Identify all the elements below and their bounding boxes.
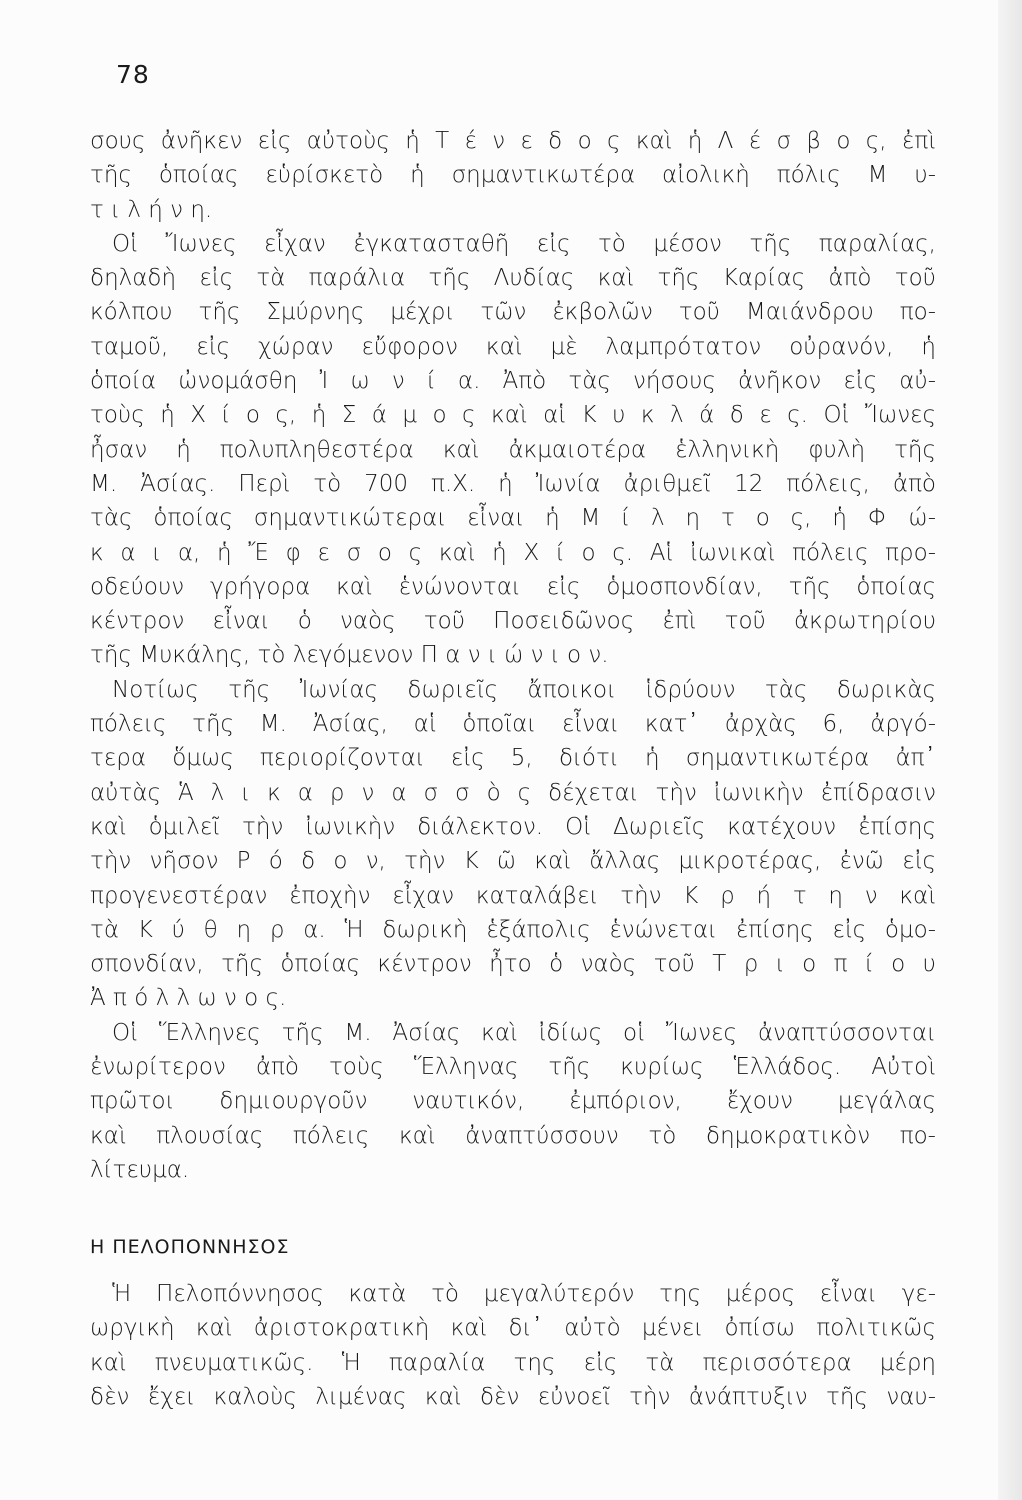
text-line: καὶ ὁμιλεῖ τὴν ἰωνικὴν διάλεκτον. Οἱ Δωριεῖς κατέχουν ἐπίσης: [90, 813, 936, 840]
text-line: Μ. Ἀσίας. Περὶ τὸ 700 π.Χ. ἡ Ἰωνία ἀριθμεῖ 12 πόλεις, ἀπὸ: [90, 470, 936, 497]
text-line: τὰ Κ ύ θ η ρ α. Ἡ δωρικὴ ἑξάπολις ἑνώνεται ἐπίσης εἰς ὁμο-: [90, 916, 936, 943]
text-line: ταμοῦ, εἰς χώραν εὔφορον καὶ μὲ λαμπρότατον οὐρανόν, ἡ: [90, 333, 936, 360]
text-line: Νοτίως τῆς Ἰωνίας δωριεῖς ἄποικοι ἱδρύουν τὰς δωρικὰς: [112, 676, 936, 703]
text-line: Οἱ Ἴωνες εἶχαν ἐγκατασταθῆ εἰς τὸ μέσον τῆς παραλίας,: [112, 230, 936, 257]
text-line: τῆς Μυκάλης, τὸ λεγόμενον Π α ν ι ώ ν ι ο ν.: [90, 642, 609, 669]
text-line: τὴν νῆσον Ρ ό δ ο ν, τὴν Κ ῶ καὶ ἄλλας μικροτέρας, ἐνῶ εἰς: [90, 848, 936, 875]
page-edge: [998, 0, 1022, 1500]
text-line: ἦσαν ἡ πολυπληθεστέρα καὶ ἀκμαιοτέρα ἑλληνικὴ φυλὴ τῆς: [90, 436, 936, 463]
text-line: πόλεις τῆς Μ. Ἀσίας, αἱ ὁποῖαι εἶναι κατ᾿ ἀρχὰς 6, ἀργό-: [90, 711, 936, 738]
text-line: τερα ὅμως περιορίζονται εἰς 5, διότι ἡ σημαντικωτέρα ἀπ᾿: [90, 745, 936, 772]
text-line: αὐτὰς Ἁ λ ι κ α ρ ν α σ σ ὸ ς δέχεται τὴν ἰωνικὴν ἐπίδρασιν: [90, 779, 936, 806]
text-line: δηλαδὴ εἰς τὰ παράλια τῆς Λυδίας καὶ τῆς Καρίας ἀπὸ τοῦ: [90, 265, 936, 292]
text-line: Οἱ Ἕλληνες τῆς Μ. Ἀσίας καὶ ἰδίως οἱ Ἴωνες ἀναπτύσσονται: [112, 1019, 936, 1046]
text-line: ὁποία ὠνομάσθη Ἰ ω ν ί α. Ἀπὸ τὰς νήσους ἀνῆκον εἰς αὐ-: [90, 368, 936, 395]
text-line: λίτευμα.: [90, 1156, 190, 1183]
text-line: κέντρον εἶναι ὁ ναὸς τοῦ Ποσειδῶνος ἐπὶ τοῦ ἀκρωτηρίου: [90, 608, 936, 635]
text-line: δὲν ἔχει καλοὺς λιμένας καὶ δὲν εὐνοεῖ τὴν ἀνάπτυξιν τῆς ναυ-: [90, 1383, 936, 1410]
page-number: 78: [116, 60, 150, 89]
text-line: ωργικὴ καὶ ἀριστοκρατικὴ καὶ δι᾿ αὐτὸ μένει ὀπίσω πολιτικῶς: [90, 1315, 936, 1342]
text-line: κ α ι α, ἡ Ἔ φ ε σ ο ς καὶ ἡ Χ ί ο ς. Αἱ ἰωνικαὶ πόλεις προ-: [90, 539, 936, 566]
text-line: τῆς ὁποίας εὑρίσκετὸ ἡ σημαντικωτέρα αἰολικὴ πόλις Μ υ-: [90, 162, 936, 189]
text-line: κόλπου τῆς Σμύρνης μέχρι τῶν ἐκβολῶν τοῦ Μαιάνδρου πο-: [90, 299, 936, 326]
text-line: ἐνωρίτερον ἀπὸ τοὺς Ἕλληνας τῆς κυρίως Ἑλλάδος. Αὐτοὶ: [90, 1054, 936, 1081]
text-line: Ἡ Πελοπόννησος κατὰ τὸ μεγαλύτερόν της μέρος εἶναι γε-: [112, 1281, 936, 1307]
text-line: σους ἀνῆκεν εἰς αὐτοὺς ἡ Τ έ ν ε δ ο ς καὶ ἡ Λ έ σ β ο ς, ἐπὶ: [90, 128, 936, 154]
text-line: Ἀ π ό λ λ ω ν ο ς.: [90, 985, 287, 1012]
text-line: σπονδίαν, τῆς ὁποίας κέντρον ἦτο ὁ ναὸς τοῦ Τ ρ ι ο π ί ο υ: [90, 951, 936, 978]
text-line: οδεύουν γρήγορα καὶ ἑνώνονται εἰς ὁμοσπονδίαν, τῆς ὁποίας: [90, 573, 936, 600]
text-line: τ ι λ ή ν η.: [90, 196, 213, 223]
text-line: τοὺς ἡ Χ ί ο ς, ἡ Σ ά μ ο ς καὶ αἱ Κ υ κ λ ά δ ε ς. Οἱ Ἴωνες: [90, 402, 936, 429]
body-text-section-2: [90, 1277, 936, 1414]
text-line: τὰς ὁποίας σημαντικώτεραι εἶναι ἡ Μ ί λ η τ ο ς, ἡ Φ ώ-: [90, 505, 936, 532]
text-line: προγενεστέραν ἐποχὴν εἶχαν καταλάβει τὴν Κ ρ ή τ η ν καὶ: [90, 882, 936, 909]
text-line: καὶ πλουσίας πόλεις καὶ ἀναπτύσσουν τὸ δημοκρατικὸν πο-: [90, 1122, 936, 1149]
section-heading: Η ΠΕΛΟΠΟΝΝΗΣΟΣ: [90, 1236, 290, 1258]
text-line: πρῶτοι δημιουργοῦν ναυτικόν, ἐμπόριον, ἔχουν μεγάλας: [90, 1088, 936, 1115]
text-line: καὶ πνευματικῶς. Ἡ παραλία της εἰς τὰ περισσότερα μέρη: [90, 1349, 936, 1376]
body-text-section-1: [90, 124, 936, 1187]
